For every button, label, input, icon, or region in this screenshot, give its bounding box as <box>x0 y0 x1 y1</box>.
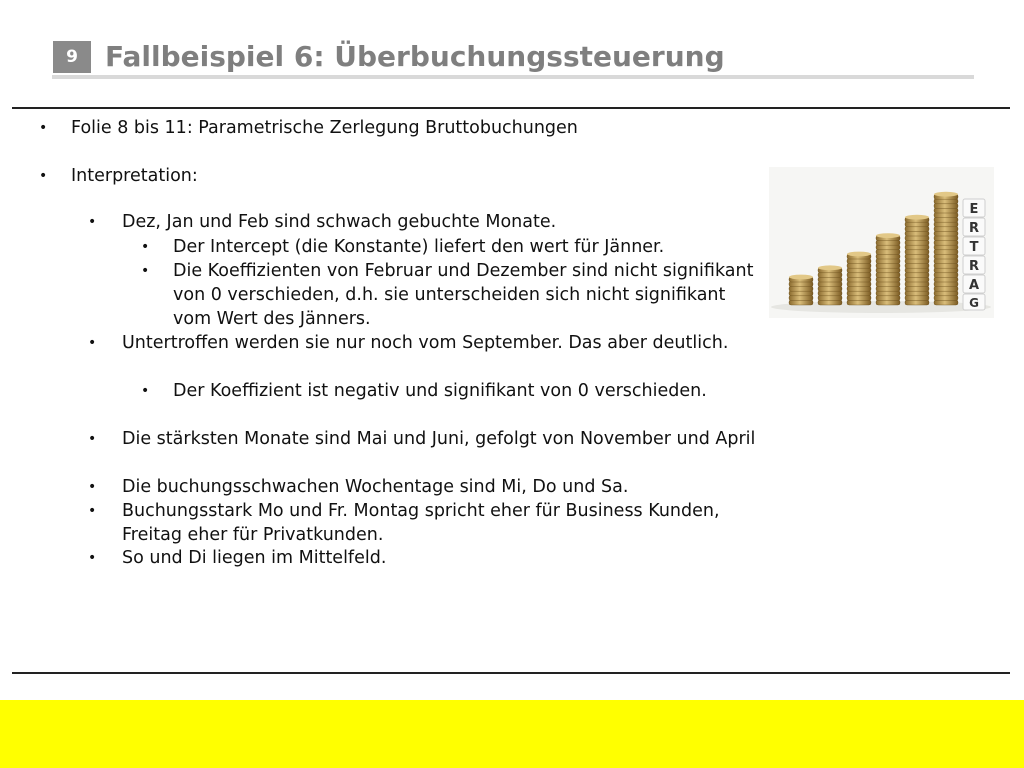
bullet-item <box>39 116 751 140</box>
bullet-item <box>88 331 762 355</box>
slide-number-badge: 9 <box>53 41 91 73</box>
coin-stack <box>789 275 813 305</box>
bullet-dot-icon: • <box>88 431 97 447</box>
bullet-text: Buchungsstark Mo und Fr. Montag spricht eher für Business Kunden, Freitag eher für Privatkunden. <box>122 501 720 545</box>
bullet-dot-icon: • <box>88 335 97 351</box>
bullet-item <box>88 210 762 234</box>
coin-stack <box>876 233 900 305</box>
bullet-text: Dez, Jan und Feb sind schwach gebuchte Monate. <box>122 212 557 232</box>
letter-block-column <box>963 199 985 310</box>
bullet-item <box>88 475 762 499</box>
bullet-text: Der Intercept (die Konstante) liefert den wert für Jänner. <box>173 237 665 257</box>
content-bottom-rule <box>12 672 1010 674</box>
footer-bar <box>0 700 1024 768</box>
bullet-dot-icon: • <box>141 239 150 255</box>
letter-block: R <box>968 221 980 236</box>
bullet-dot-icon: • <box>141 383 150 399</box>
bullet-dot-icon: • <box>39 168 48 184</box>
bullet-text: Folie 8 bis 11: Parametrische Zerlegung Bruttobuchungen <box>71 118 578 138</box>
coin-stack <box>905 215 929 305</box>
bullet-dot-icon: • <box>88 214 97 230</box>
coin-stack <box>934 192 958 305</box>
letter-block: E <box>969 202 979 217</box>
bullet-text: So und Di liegen im Mittelfeld. <box>122 548 387 568</box>
bullet-item <box>88 499 762 547</box>
bullet-dot-icon: • <box>39 120 48 136</box>
coin-stacks-ertrag-image <box>769 167 994 318</box>
bullet-item <box>88 427 762 451</box>
bullet-text: Untertroffen werden sie nur noch vom September. Das aber deutlich. <box>122 333 729 353</box>
bullet-text: Der Koeffizient ist negativ und signifikant von 0 verschieden. <box>173 381 707 401</box>
bullet-item <box>88 546 762 570</box>
letter-block: R <box>968 259 980 274</box>
bullet-item <box>141 235 763 259</box>
bullet-dot-icon: • <box>141 263 150 279</box>
letter-block: T <box>969 240 979 255</box>
bullet-text: Interpretation: <box>71 166 198 186</box>
coin-stack <box>847 252 871 305</box>
bullet-text: Die Koeffizienten von Februar und Dezember sind nicht signifikant von 0 verschieden, d.h. sie unterscheiden sich nicht signifikant vom Wert des Jänners. <box>173 261 754 329</box>
bullet-dot-icon: • <box>88 479 97 495</box>
letter-block: G <box>969 296 979 310</box>
bullet-dot-icon: • <box>88 550 97 566</box>
bullet-item <box>141 379 763 403</box>
bullet-item <box>141 259 763 331</box>
bullet-text: Die stärksten Monate sind Mai und Juni, gefolgt von November und April <box>122 429 756 449</box>
bullet-dot-icon: • <box>88 503 97 519</box>
coin-stack <box>818 265 842 305</box>
bullet-item <box>39 164 751 188</box>
letter-block: A <box>968 278 980 293</box>
bullet-text: Die buchungsschwachen Wochentage sind Mi, Do und Sa. <box>122 477 629 497</box>
slide-title: Fallbeispiel 6: Überbuchungssteuerung <box>105 40 725 73</box>
